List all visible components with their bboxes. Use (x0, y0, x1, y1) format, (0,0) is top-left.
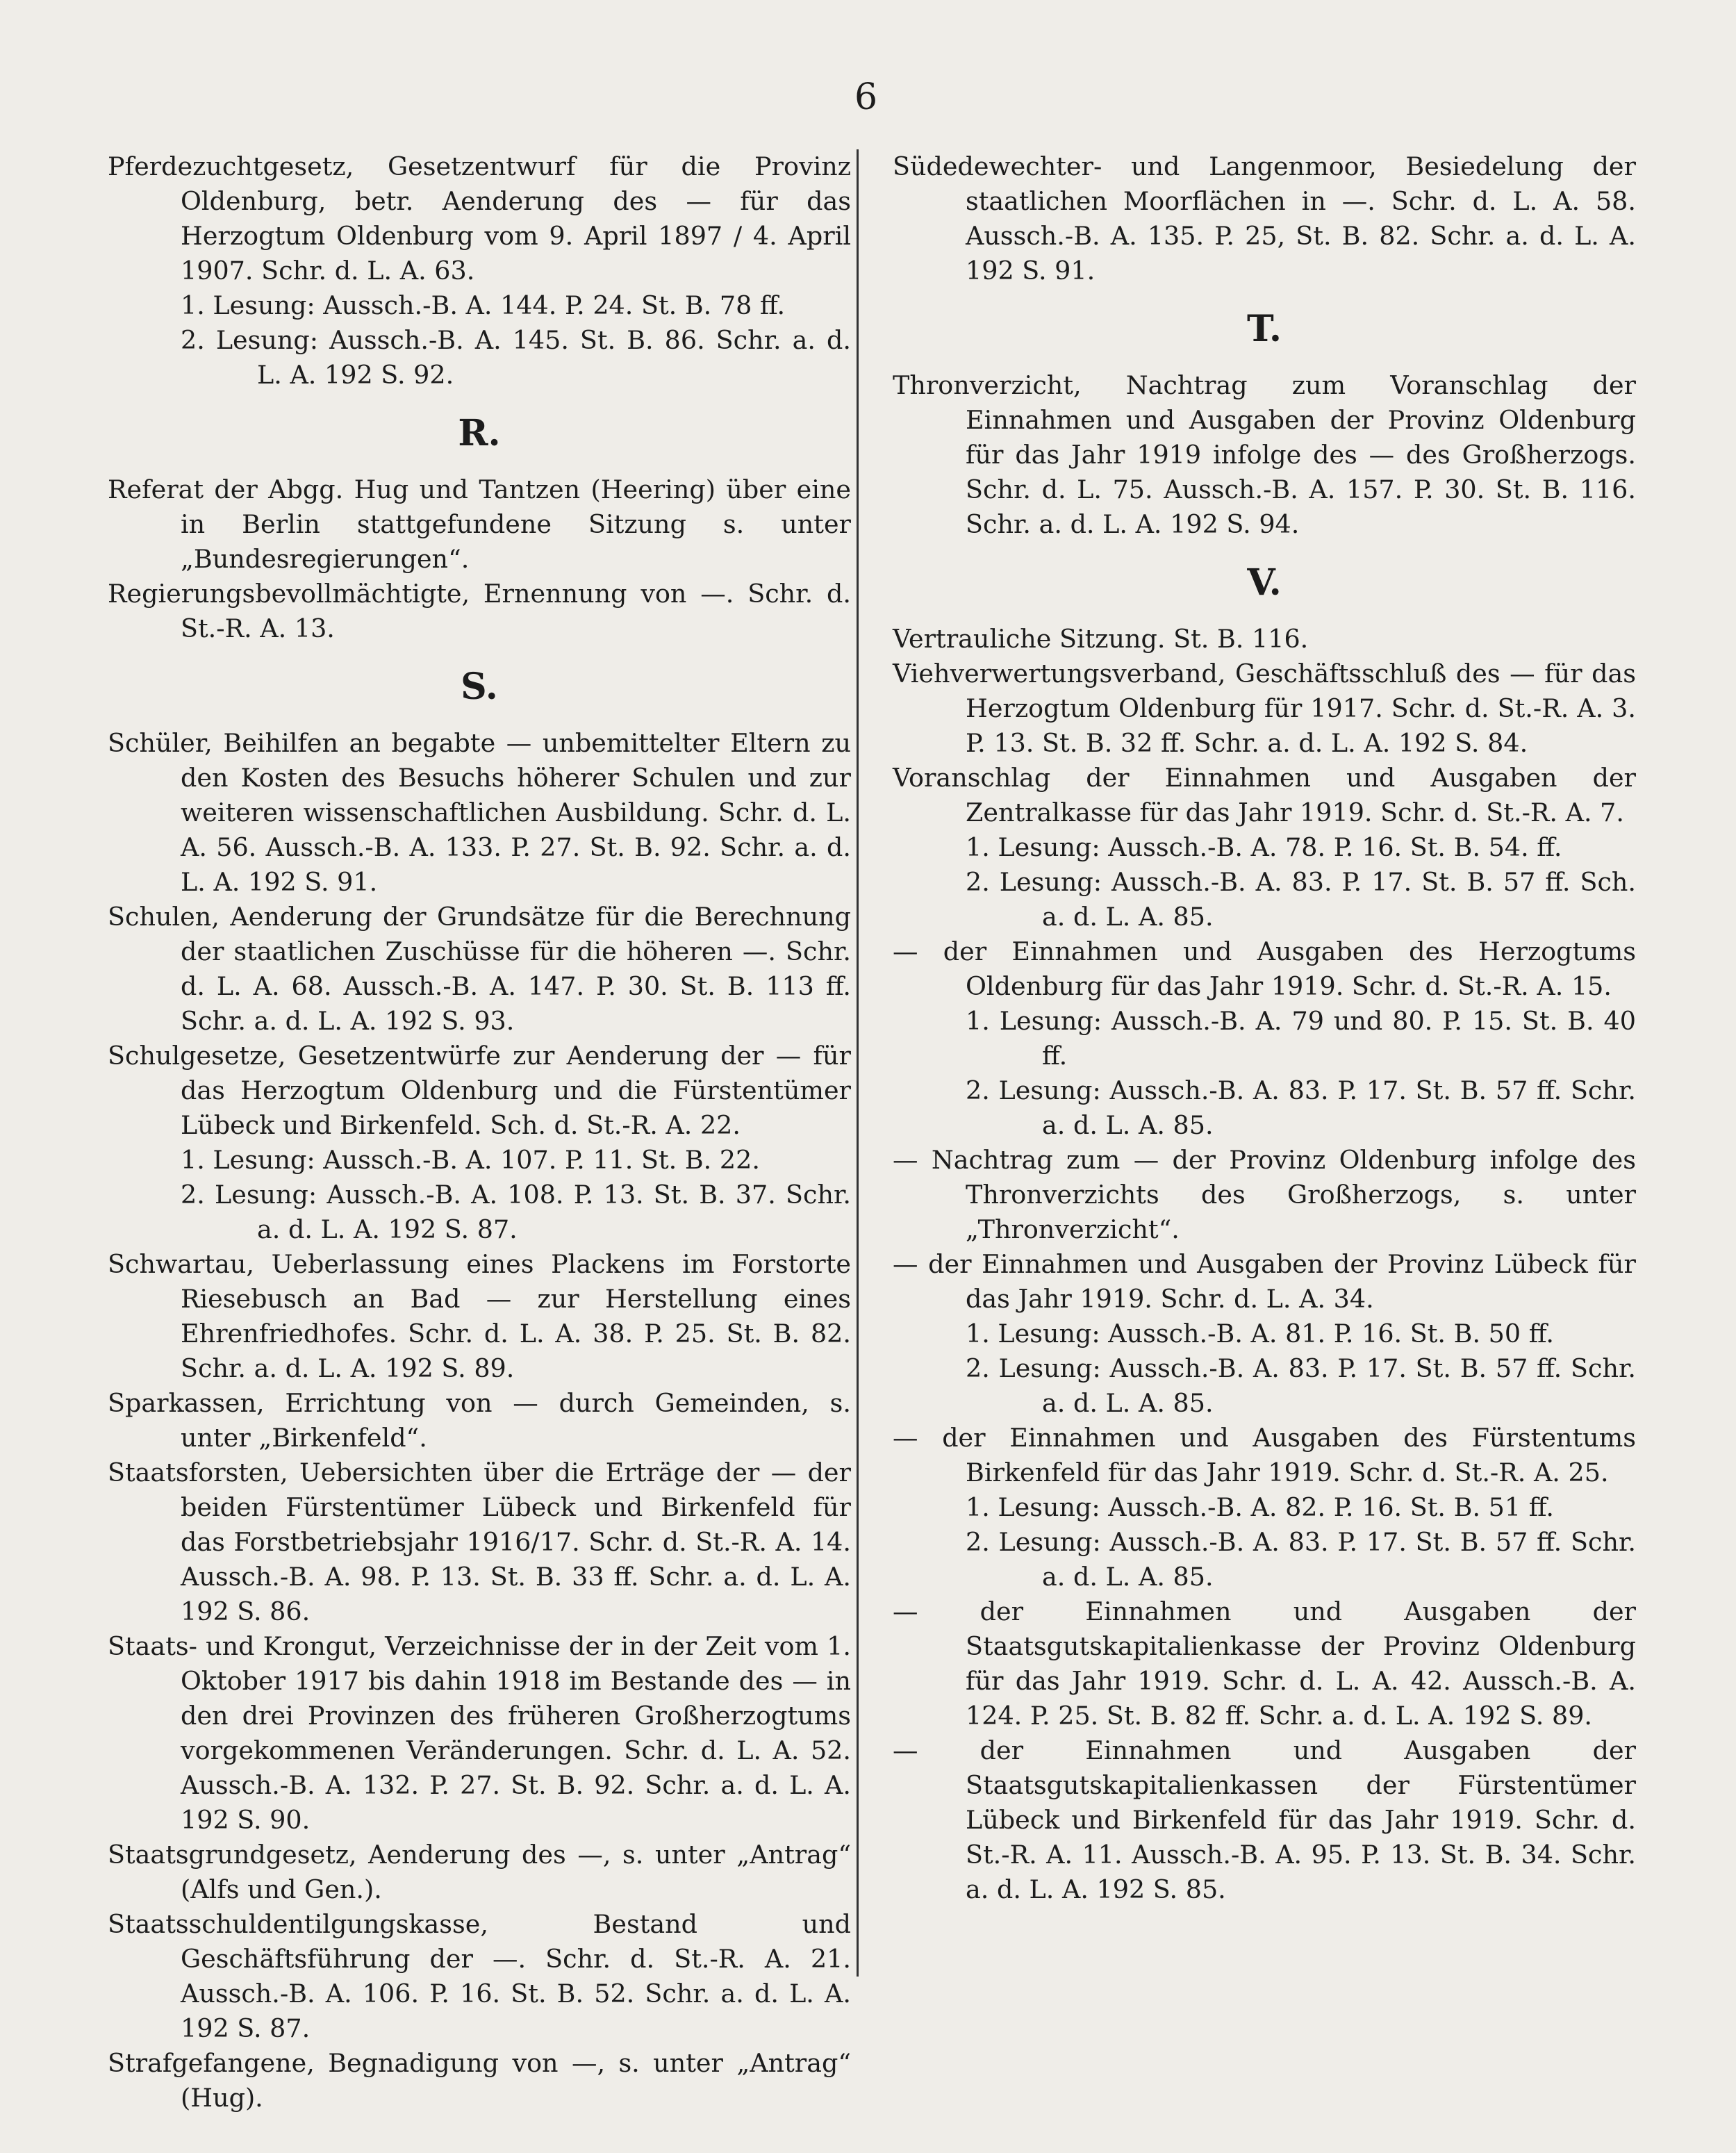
section-letter-t: T. (1246, 308, 1282, 350)
section-letter-v: V. (1247, 561, 1282, 604)
index-entry-staats-und-krongut: Staats- und Krongut, Verzeichnisse der in der Zeit vom 1. Oktober 1917 bis dahin 1918 im Bestande des — in den drei Provinzen des früheren Großherzogtums vorgekommenen Veränderungen. Schr. d. L. A. 52. Aussch.-B. A. 132. P. 27. St. B. 92. Schr. a. d. L. A. 192 S. 90. (108, 1631, 851, 1835)
index-entry-schwartau: Schwartau, Ueberlassung eines Plackens im Forstorte Riesebusch an Bad — zur Herstellung eines Ehrenfriedhofes. Schr. d. L. A. 38. P. 25. St. B. 82. Schr. a. d. L. A. 192 S. 89. (108, 1249, 851, 1383)
section-letter-s: S. (461, 666, 498, 708)
index-entry-suedewechter: Südedewechter- und Langenmoor, Besiedelung der staatlichen Moorflächen in —. Schr. d. L. A. 58. Aussch.-B. A. 135. P. 25, St. B. 82. Schr. a. d. L. A. 192 S. 91. (893, 151, 1636, 286)
index-entry-referat: Referat der Abgg. Hug und Tantzen (Heering) über eine in Berlin stattgefundene Sitzung s. unter „Bundesregierungen“. (108, 475, 851, 574)
index-entry-sparkassen: Sparkassen, Errichtung von — durch Gemeinden, s. unter „Birkenfeld“. (108, 1388, 851, 1453)
index-entry-pferdezuchtgesetz: Pferdezuchtgesetz, Gesetzentwurf für die Provinz Oldenburg, betr. Aenderung des — für das Herzogtum Oldenburg vom 9. April 1897 / 4. April 1907. Schr. d. L. A. 63. (108, 151, 851, 286)
left-column (108, 149, 851, 2115)
index-entry-staatsgrundgesetz: Staatsgrundgesetz, Aenderung des —, s. unter „Antrag“ (Alfs und Gen.). (108, 1840, 851, 1904)
sub-entry: 1. Lesung: Aussch.-B. A. 144. P. 24. St. B. 78 ff. (181, 290, 786, 320)
index-entry-staatsforsten: Staatsforsten, Uebersichten über die Erträge der — der beiden Fürstentümer Lübeck und Birkenfeld für das Forstbetriebsjahr 1916/17. Schr. d. St.-R. A. 14. Aussch.-B. A. 98. P. 13. St. B. 33 ff. Schr. a. d. L. A. 192 S. 86. (108, 1458, 851, 1626)
right-column (893, 149, 1636, 1907)
sub-entry: 1. Lesung: Aussch.-B. A. 107. P. 11. St. B. 22. (181, 1145, 760, 1175)
index-entry-voranschlag-staatsgut-oldenburg: — der Einnahmen und Ausgaben der Staatsgutskapitalienkasse der Provinz Oldenburg für das Jahr 1919. Schr. d. L. A. 42. Aussch.-B. A. 124. P. 25. St. B. 82 ff. Schr. a. d. L. A. 192 S. 89. (893, 1597, 1636, 1731)
sub-entry: 2. Lesung: Aussch.-B. A. 83. P. 17. St. B. 57 ff. Schr. a. d. L. A. 85. (966, 1527, 1636, 1592)
index-entry-schueler: Schüler, Beihilfen an begabte — unbemittelter Eltern zu den Kosten des Besuchs höherer Schulen und zur weiteren wissenschaftlichen Ausbildung. Schr. d. L. A. 56. Aussch.-B. A. 133. P. 27. St. B. 92. Schr. a. d. L. A. 192 S. 91. (108, 728, 851, 897)
sub-entry: 2. Lesung: Aussch.-B. A. 83. P. 17. St. B. 57 ff. Schr. a. d. L. A. 85. (966, 1353, 1636, 1418)
index-entry-voranschlag-luebeck: — der Einnahmen und Ausgaben der Provinz Lübeck für das Jahr 1919. Schr. d. L. A. 34. (893, 1249, 1636, 1314)
page-number: 6 (854, 76, 878, 118)
index-entry-voranschlag-nachtrag: — Nachtrag zum — der Provinz Oldenburg infolge des Thronverzichts des Großherzogs, s. unter „Thronverzicht“. (893, 1145, 1636, 1244)
sub-entry: 1. Lesung: Aussch.-B. A. 79 und 80. P. 15. St. B. 40 ff. (966, 1006, 1636, 1071)
sub-entry: 1. Lesung: Aussch.-B. A. 78. P. 16. St. B. 54. ff. (966, 832, 1562, 862)
index-entry-vertrauliche-sitzung: Vertrauliche Sitzung. St. B. 116. (893, 624, 1309, 654)
sub-entry: 1. Lesung: Aussch.-B. A. 81. P. 16. St. B. 50 ff. (966, 1319, 1554, 1348)
index-entry-schulen: Schulen, Aenderung der Grundsätze für die Berechnung der staatlichen Zuschüsse für die höheren —. Schr. d. L. A. 68. Aussch.-B. A. 147. P. 30. St. B. 113 ff. Schr. a. d. L. A. 192 S. 93. (108, 902, 851, 1036)
index-entry-viehverwertungsverband: Viehverwertungsverband, Geschäftsschluß des — für das Herzogtum Oldenburg für 1917. Schr. d. St.-R. A. 3. P. 13. St. B. 32 ff. Schr. a. d. L. A. 192 S. 84. (893, 659, 1636, 758)
index-entry-voranschlag-zentralkasse: Voranschlag der Einnahmen und Ausgaben der Zentralkasse für das Jahr 1919. Schr. d. St.-R. A. 7. (893, 763, 1636, 827)
index-entry-thronverzicht: Thronverzicht, Nachtrag zum Voranschlag der Einnahmen und Ausgaben der Provinz Oldenburg für das Jahr 1919 infolge des — des Großherzogs. Schr. d. L. 75. Aussch.-B. A. 157. P. 30. St. B. 116. Schr. a. d. L. A. 192 S. 94. (893, 370, 1636, 539)
column-divider (857, 149, 859, 1977)
sub-entry: 2. Lesung: Aussch.-B. A. 83. P. 17. St. B. 57 ff. Sch. a. d. L. A. 85. (966, 867, 1636, 932)
sub-entry: 2. Lesung: Aussch.-B. A. 145. St. B. 86. Schr. a. d. L. A. 192 S. 92. (181, 325, 851, 390)
section-letter-r: R. (458, 412, 501, 454)
index-entry-regierungsbevollmaechtigte: Regierungsbevollmächtigte, Ernennung von —. Schr. d. St.-R. A. 13. (108, 579, 851, 643)
sub-entry: 2. Lesung: Aussch.-B. A. 108. P. 13. St. B. 37. Schr. a. d. L. A. 192 S. 87. (181, 1180, 851, 1244)
index-entry-voranschlag-herzogtum: — der Einnahmen und Ausgaben des Herzogtums Oldenburg für das Jahr 1919. Schr. d. St.-R. A. 15. (893, 937, 1636, 1001)
index-entry-voranschlag-birkenfeld: — der Einnahmen und Ausgaben des Fürstentums Birkenfeld für das Jahr 1919. Schr. d. St.-R. A. 25. (893, 1423, 1636, 1487)
index-entry-voranschlag-staatsgut-fuerstentuemer: — der Einnahmen und Ausgaben der Staatsgutskapitalienkassen der Fürstentümer Lübeck und Birkenfeld für das Jahr 1919. Schr. d. St.-R. A. 11. Aussch.-B. A. 95. P. 13. St. B. 34. Schr. a. d. L. A. 192 S. 85. (893, 1735, 1636, 1904)
sub-entry: 2. Lesung: Aussch.-B. A. 83. P. 17. St. B. 57 ff. Schr. a. d. L. A. 85. (966, 1075, 1636, 1140)
index-entry-staatsschuldentilgungskasse: Staatsschuldentilgungskasse, Bestand und Geschäftsführung der —. Schr. d. St.-R. A. 21. Aussch.-B. A. 106. P. 16. St. B. 52. Schr. a. d. L. A. 192 S. 87. (108, 1909, 851, 2043)
sub-entry: 1. Lesung: Aussch.-B. A. 82. P. 16. St. B. 51 ff. (966, 1492, 1554, 1522)
index-entry-strafgefangene: Strafgefangene, Begnadigung von —, s. unter „Antrag“ (Hug). (108, 2048, 851, 2113)
index-entry-schulgesetze: Schulgesetze, Gesetzentwürfe zur Aenderung der — für das Herzogtum Oldenburg und die Fürstentümer Lübeck und Birkenfeld. Sch. d. St.-R. A. 22. (108, 1041, 851, 1140)
